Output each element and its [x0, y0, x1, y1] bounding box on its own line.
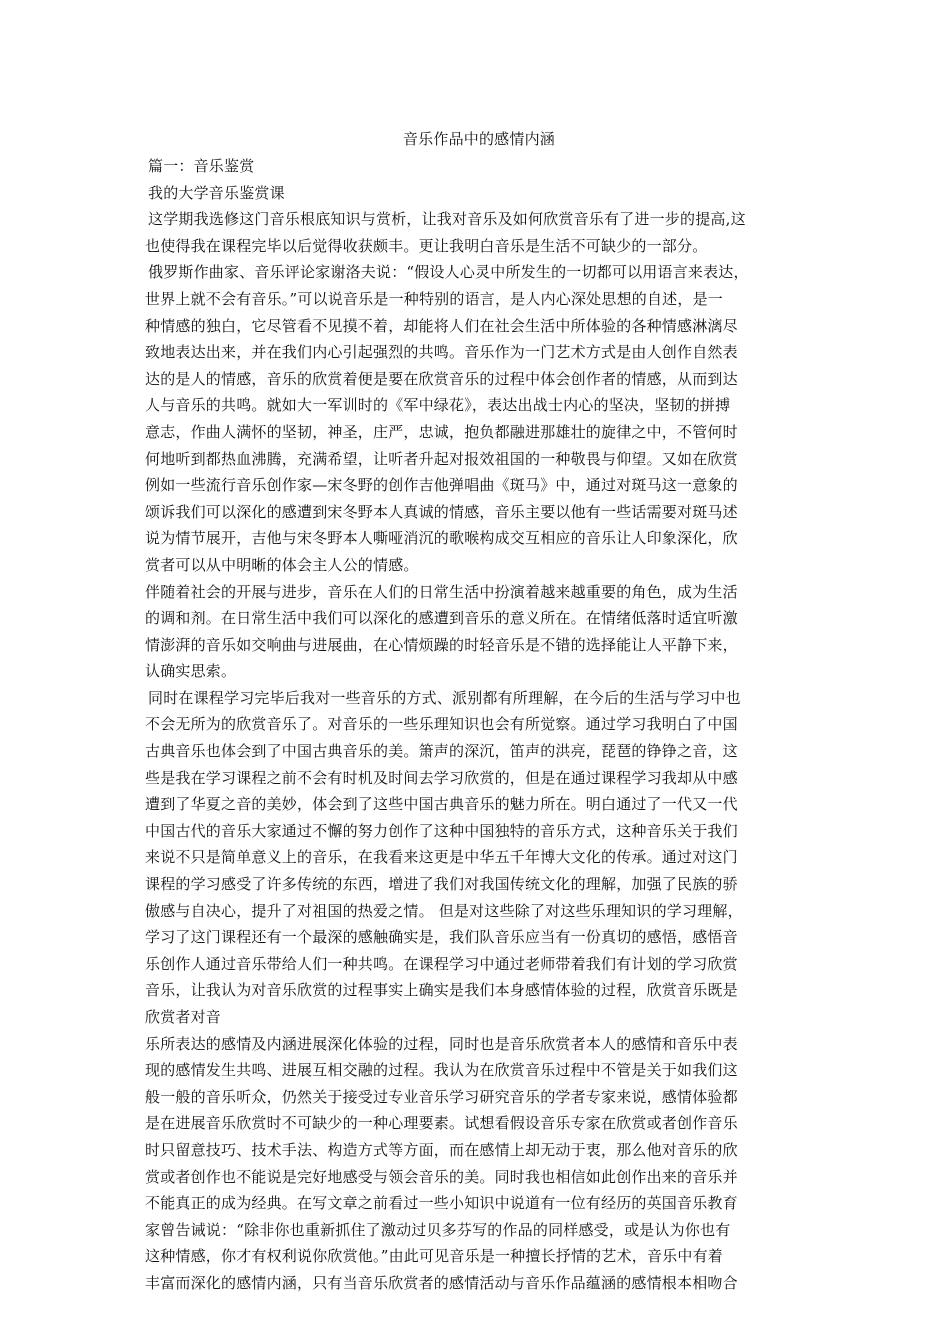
text-line: 傲感与自决心，提升了对祖国的热爱之情。 但是对这些除了对这些乐理知识的学习理解， [145, 901, 743, 920]
text-line: 赏者可以从中明晰的体会主人公的情感。 [145, 555, 419, 574]
text-line: 乐所表达的感情及内涵进展深化体验的过程，同时也是音乐欣赏者本人的感情和音乐中表 [145, 1034, 738, 1053]
text-line: 俄罗斯作曲家、音乐评论家谢洛夫说：“假设人心灵中所发生的一切都可以用语言来表达， [148, 263, 749, 282]
text-lines [145, 153, 813, 1297]
text-line: 来说不只是简单意义上的音乐，在我看来这更是中华五千年博大文化的传承。通过对这门 [145, 848, 738, 867]
document-title: 音乐作品中的感情内涵 [402, 130, 555, 148]
text-line: 伴随着社会的开展与进步，音乐在人们的日常生活中扮演着越来越重要的角色，成为生活 [145, 582, 738, 601]
text-line: 致地表达出来，并在我们内心引起强烈的共鸣。音乐作为一门艺术方式是由人创作自然表 [145, 343, 738, 362]
text-line: 些是我在学习课程之前不会有时机及时间去学习欣赏的，但是在通过课程学习我却从中感 [145, 768, 738, 787]
text-line: 人与音乐的共鸣。就如大一军训时的《军中绿花》，表达出战士内心的坚决，坚韧的拼搏 [145, 396, 731, 415]
text-line: 认确实思索。 [145, 662, 237, 681]
text-line: 学习了这门课程还有一个最深的感触确实是，我们队音乐应当有一份真切的感悟，感悟音 [145, 928, 738, 947]
text-line: 达的是人的情感，音乐的欣赏着便是要在欣赏音乐的过程中体会创作者的情感，从而到达 [145, 369, 738, 388]
text-line: 课程的学习感受了许多传统的东西，增进了我们对我国传统文化的理解，加强了民族的骄 [145, 875, 738, 894]
text-line: 种情感的独白，它尽管看不见摸不着，却能将人们在社会生活中所体验的各种情感淋漓尽 [145, 316, 738, 335]
document-body [145, 131, 813, 1297]
text-line: 例如一些流行音乐创作家—宋冬野的创作吉他弹唱曲《斑马》中，通过对斑马这一意象的 [145, 476, 738, 495]
text-line: 意志，作曲人满怀的坚韧，神圣，庄严，忠诚，抱负都融进那雄壮的旋律之中，不管何时 [145, 422, 738, 441]
text-line: 现的感情发生共鸣、进展互相交融的过程。我认为在欣赏音乐过程中不管是关于如我们这 [145, 1061, 738, 1080]
text-line: 赏或者创作也不能说是完好地感受与领会音乐的美。同时我也相信如此创作出来的音乐并 [145, 1167, 738, 1186]
text-line: 情澎湃的音乐如交响曲与进展曲，在心情烦躁的时轻音乐是不错的选择能让人平静下来， [145, 635, 738, 654]
text-line: 篇一：音乐鉴赏 [148, 157, 255, 175]
text-line: 是在进展音乐欣赏时不可缺少的一种心理要素。试想看假设音乐专家在欣赏或者创作音乐 [145, 1114, 738, 1133]
text-line: 说为情节展开，吉他与宋冬野本人嘶哑消沉的歌喉构成交互相应的音乐让人印象深化，欣 [145, 529, 738, 548]
text-line: 遭到了华夏之音的美妙，体会到了这些中国古典音乐的魅力所在。明白通过了一代又一代 [145, 795, 738, 814]
text-line: 欣赏者对音 [145, 1008, 222, 1026]
text-line: 丰富而深化的感情内涵，只有当音乐欣赏者的感情活动与音乐作品蕴涵的感情根本相吻合 [145, 1273, 738, 1292]
text-line: 的调和剂。在日常生活中我们可以深化的感遭到音乐的意义所在。在情绪低落时适宜听激 [145, 609, 738, 628]
text-line: 不能真正的成为经典。在写文章之前看过一些小知识中说道有一位有经历的英国音乐教育 [145, 1194, 738, 1213]
text-line: 时只留意技巧、技术手法、构造方式等方面，而在感情上却无动于衷，那么他对音乐的欣 [145, 1140, 738, 1159]
text-line: 也使得我在课程完毕以后觉得收获颇丰。更让我明白音乐是生活不可缺少的一部分。 [145, 236, 708, 255]
text-line: 我的大学音乐鉴赏课 [148, 183, 285, 202]
text-line: 颂诉我们可以深化的感遭到宋冬野本人真诚的情感，音乐主要以他有一些话需要对斑马述 [145, 502, 738, 521]
text-line: 同时在课程学习完毕后我对一些音乐的方式、派别都有所理解，在今后的生活与学习中也 [148, 688, 741, 707]
text-line: 不会无所为的欣赏音乐了。对音乐的一些乐理知识也会有所觉察。通过学习我明白了中国 [145, 715, 738, 734]
text-line: 这学期我选修这门音乐根底知识与赏析，让我对音乐及如何欣赏音乐有了进一步的提高,这 [148, 210, 746, 229]
text-line: 乐创作人通过音乐带给人们一种共鸣。在课程学习中通过老师带着我们有计划的学习欣赏 [145, 954, 738, 973]
text-line: 这种情感，你才有权利说你欣赏他。”由此可见音乐是一种擅长抒情的艺术，音乐中有着 [145, 1247, 723, 1266]
text-line: 何地听到都热血沸腾，充满希望，让听者升起对报效祖国的一种敬畏与仰望。又如在欣赏 [145, 449, 738, 468]
text-line: 音乐，让我认为对音乐欣赏的过程事实上确实是我们本身感情体验的过程，欣赏音乐既是 [145, 981, 738, 1000]
text-line: 中国古代的音乐大家通过不懈的努力创作了这种中国独特的音乐方式，这种音乐关于我们 [145, 821, 738, 840]
text-line: 世界上就不会有音乐。”可以说音乐是一种特别的语言，是人内心深处思想的自述，是一 [145, 289, 723, 308]
text-line: 家曾告诫说：“除非你也重新抓住了激动过贝多芬写的作品的同样感受，或是认为你也有 [145, 1220, 731, 1239]
text-line: 古典音乐也体会到了中国古典音乐的美。箫声的深沉，笛声的洪亮，琵琶的铮铮之音，这 [145, 742, 738, 761]
text-line: 般一般的音乐听众，仍然关于接受过专业音乐学习研究音乐的学者专家来说，感情体验都 [145, 1087, 738, 1106]
